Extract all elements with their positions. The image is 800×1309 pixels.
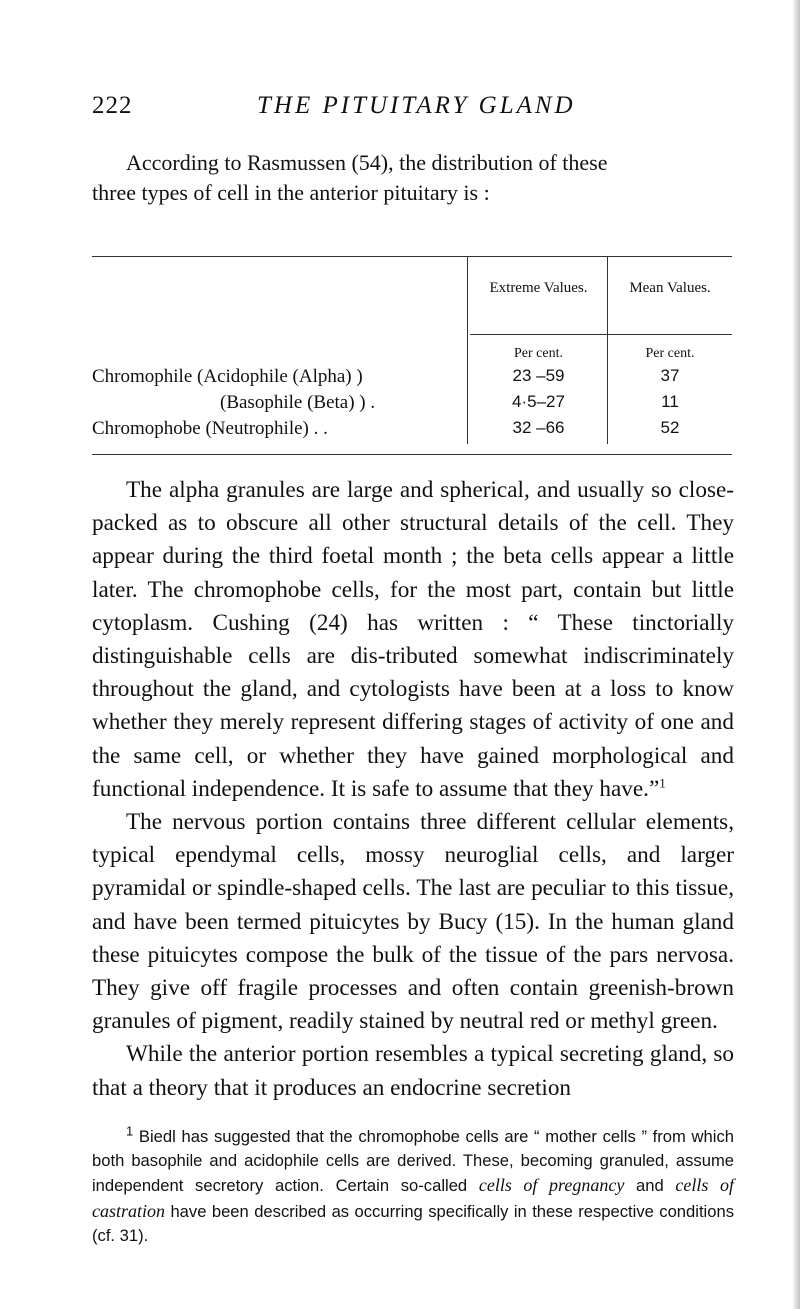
italic-term: cells of pregnancy (478, 1175, 625, 1196)
table-row (92, 366, 732, 392)
running-title: THE PITUITARY GLAND (257, 92, 576, 119)
paragraph-anterior-portion: While the anterior portion resembles a typical secreting gland, so that a theory that it produces an endocrine secretion (92, 1041, 734, 1101)
unit-mean: Per cent. (645, 346, 695, 361)
paragraph-alpha-granules: The alpha granules are large and spherical, and usually so close-packed as to obscure all other structural details of the cell. They appear during the third foetal month ; the beta cells appear a little later. The chromophobe cells, for the most part, contain but little cytoplasm. Cushing (24) has written : “ These tinctorially distinguishable cells are dis-tributed somewhat indiscriminately throughout the gland, and cytologists have been at a loss to know whether they merely represent differing stages of activity of one and the same cell, or whether they have gained morphological and functional independence. It is safe to assume that they have.”$^1$ (92, 477, 734, 802)
table-bottom-rule (92, 454, 732, 455)
page-edge-shadow (792, 0, 800, 1309)
extreme-value: 32 –66 (512, 418, 565, 437)
column-header-mean: Mean Values. (629, 280, 711, 296)
footnote: $^1$ Biedl has suggested that the chromophobe cells are “ mother cells ” from which both basophile and acidophile cells are derived. These, becoming granuled, assume independent secretory action. Certain so-called cells of pregnancy and cells of castration have been described as occurring specifically in these respective conditions (cf. 31). (92, 1123, 734, 1245)
table-row (92, 418, 732, 444)
intro-paragraph (92, 148, 736, 208)
table-header-rule (470, 334, 732, 335)
row-label: (Basophile (Beta) ) . (220, 392, 376, 413)
row-label: Chromophile (Acidophile (Alpha) ) (92, 366, 363, 387)
mean-value: 37 (660, 366, 680, 385)
paragraph-nervous-portion: The nervous portion contains three different cellular elements, typical ependymal cells, mossy neuroglial cells, and larger pyramidal or spindle-shaped cells. The last are peculiar to this tissue, and have been termed pituicytes by Bucy (15). In the human gland these pituicytes compose the bulk of the tissue of the pars nervosa. They give off fragile processes and often contain greenish-brown granules of pigment, readily stained by neutral red or methyl green. (92, 809, 734, 1035)
italic-term: cells of castration (92, 1175, 734, 1221)
page-header (92, 92, 712, 128)
intro-line-1: According to Rasmussen (54), the distribution of these (126, 150, 608, 175)
column-header-extreme: Extreme Values. (489, 280, 588, 296)
mean-value: 11 (661, 392, 679, 411)
extreme-value: 4·5–27 (512, 392, 565, 411)
mean-value: 52 (660, 418, 680, 437)
unit-extreme: Per cent. (514, 346, 563, 361)
table-top-rule (92, 256, 732, 257)
intro-line-2: three types of cell in the anterior pituitary is : (92, 180, 490, 205)
body-text (92, 474, 734, 1105)
table-row (92, 392, 732, 418)
cell-distribution-table (92, 256, 732, 456)
footnote-reference: 1 (659, 775, 666, 791)
page-number: 222 (92, 92, 133, 119)
footnote-marker: 1 (126, 1123, 134, 1139)
extreme-value: 23 –59 (512, 366, 565, 385)
row-label: Chromophobe (Neutrophile) . . (92, 418, 328, 439)
